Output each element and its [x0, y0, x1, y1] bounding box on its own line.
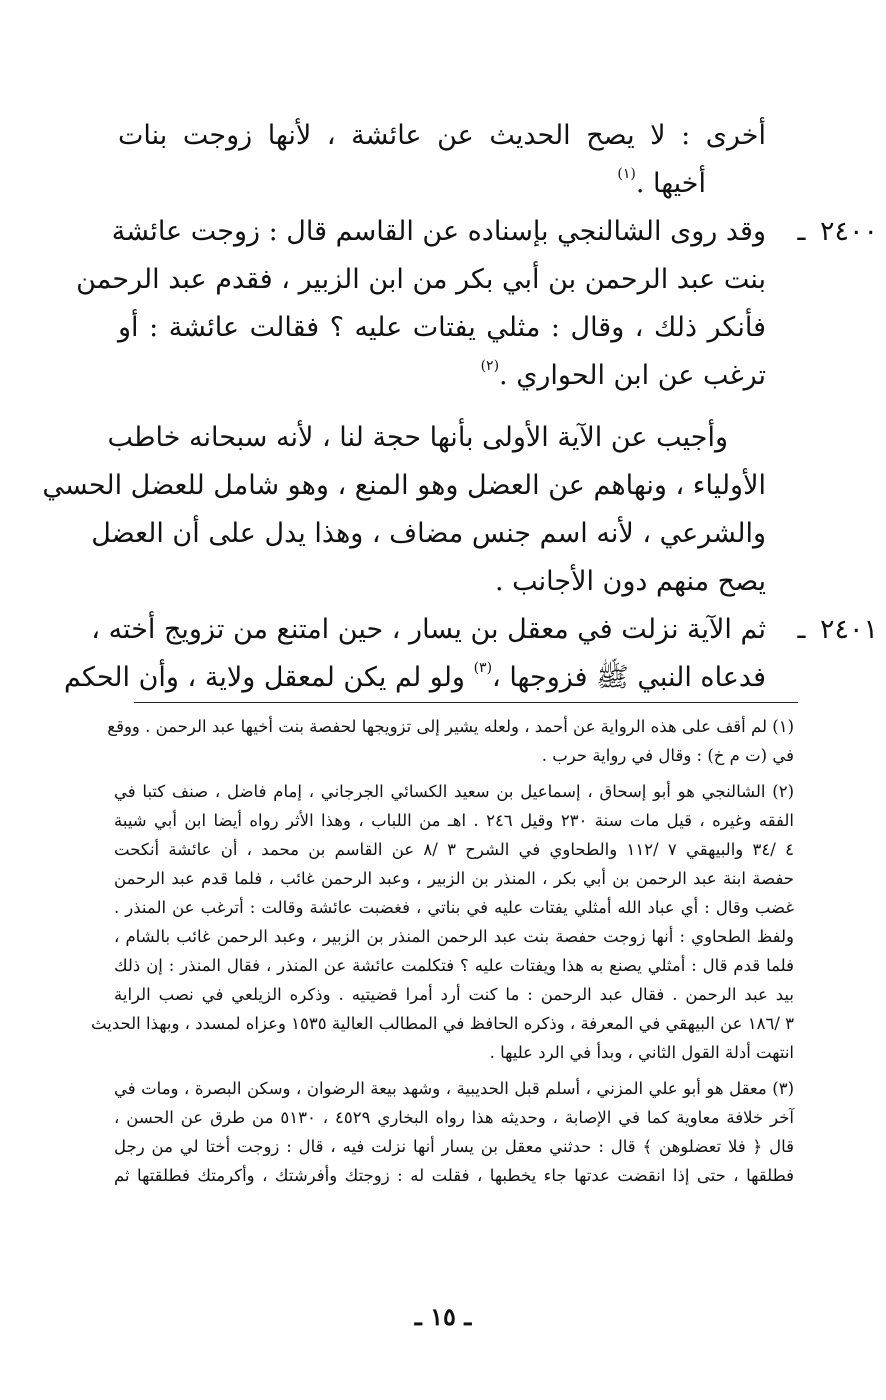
- footnote-ref-3: (٣): [473, 660, 493, 676]
- main-text: [42, 112, 878, 702]
- reply-line-2: الأولياء ، ونهاهم عن العضل وهو المنع ، وهو شامل للعضل الحسي: [42, 470, 766, 501]
- footnote-ref-2: (٢): [480, 358, 500, 374]
- paragraph-number-2400-dash: ـ: [797, 216, 806, 247]
- paragraph-number-2401: [797, 606, 878, 654]
- paragraph-number-2400: [797, 208, 878, 256]
- paragraph-2400-line-2: بنت عبد الرحمن بن أبي بكر من ابن الزبير ، فقدم عبد الرحمن: [76, 264, 766, 295]
- paragraph-2400: [76, 208, 878, 400]
- paragraph-number-2400-digits: ٢٤٠٠: [819, 216, 878, 247]
- footnote-2: [91, 777, 795, 1067]
- paragraph-2401-line-1: ثم الآية نزلت في معقل بن يسار ، حين امتنع من تزويج أخته ،: [91, 614, 766, 645]
- footnotes-section: [91, 712, 795, 1197]
- paragraph-2400-line-3: فأنكر ذلك ، وقال : مثلي يفتات عليه ؟ فقالت عائشة : أو: [118, 312, 766, 343]
- footnote-2-line: انتهت أدلة القول الثاني ، وبدأ في الرد عليها .: [489, 1043, 794, 1062]
- footnote-2-line: الفقه وغيره ، قيل مات سنة ٢٣٠ وقيل ٢٤٦ . اهـ من اللباب ، وهذا الأثر رواه أيضا ابن أبي شيبة: [114, 811, 795, 830]
- paragraph-2400-line-4: [118, 352, 766, 400]
- footnote-3-line: (٣) معقل هو أبو علي المزني ، أسلم قبل الحديبية ، وشهد بيعة الرضوان ، وسكن البصرة ، ومات في: [114, 1079, 794, 1098]
- intro-line-2-text: أخيها .: [635, 168, 706, 199]
- footnote-2-line: فلما قدم قال : أمثلي يصنع به هذا ويفتات عليه ؟ فتكلمت عائشة عن المنذر ، فقال المنذر : إن ذلك: [114, 956, 794, 975]
- paragraph-2400-line-1: وقد روى الشالنجي بإسناده عن القاسم قال : زوجت عائشة: [111, 216, 766, 247]
- footnote-3-line: فطلقها ، حتى إذا انقضت عدتها جاء يخطبها ، فقلت له : زوجتك وأفرشتك ، وأكرمتك فطلقتها ثم: [114, 1166, 794, 1185]
- reply-line-4: يصح منهم دون الأجانب .: [494, 566, 766, 597]
- footnote-2-line: حفصة ابنة عبد الرحمن بن أبي بكر ، المنذر بن الزبير ، وعبد الرحمن غائب ، فلما قدم عبد الرحمن: [114, 869, 794, 888]
- footnote-2-line: ٤ /٣٤ والبيهقي ٧ /١١٢ والطحاوي في الشرح ٣ /٨ عن القاسم بن محمد ، أن عائشة أنكحت: [114, 840, 794, 859]
- footnote-2-line: (٢) الشالنجي هو أبو إسحاق ، إسماعيل بن سعيد الكسائي الجرجاني ، إمام فاضل ، صنف كتبا في: [114, 782, 794, 801]
- footnote-3: [114, 1074, 794, 1190]
- paragraph-2401-line-2b: ولو لم يكن لمعقل ولاية ، وأن الحكم: [63, 662, 465, 693]
- footnote-2-line: غضب وقال : أي عباد الله أمثلي يفتات عليه في بناتي ، فغضبت عائشة وقالت : أترغب عن المنذر .: [114, 898, 794, 917]
- footnote-2-line: ولفظ الطحاوي : أنها زوجت حفصة بنت عبد الرحمن المنذر بن الزبير ، وعبد الرحمن غائب بالشام ،: [114, 927, 794, 946]
- reply-line-1: وأجيب عن الآية الأولى بأنها حجة لنا ، لأنه سبحانه خاطب: [107, 422, 728, 453]
- footnote-ref-1: (١): [617, 166, 636, 182]
- footnote-3-line: قال ﴿ فلا تعضلوهن ﴾ قال : حدثني معقل بن يسار أنها نزلت فيه ، قال : زوجت أختا لي من رجل: [114, 1137, 794, 1156]
- paragraph-number-2401-dash: ـ: [797, 614, 806, 645]
- page-number: ـ ١٥ ـ: [414, 1302, 472, 1331]
- footnote-1: [107, 712, 794, 770]
- paragraph-2401-line-2a: فدعاه النبي ﷺ فزوجها ،: [492, 662, 766, 693]
- footnote-1-line: في (ت م خ) : وقال في رواية حرب .: [541, 746, 794, 765]
- paragraph-gap: [118, 400, 766, 414]
- footnote-3-line: آخر خلافة معاوية كما في الإصابة ، وحديثه هذا رواه البخاري ٤٥٢٩ ، ٥١٣٠ من طرق عن الحسن ،: [114, 1108, 794, 1127]
- reply-paragraph: [42, 414, 766, 606]
- paragraph-2400-line-4-text: ترغب عن ابن الحواري .: [499, 360, 766, 391]
- intro-line-1: أخرى : لا يصح الحديث عن عائشة ، لأنها زوجت بنات: [118, 120, 766, 151]
- footnote-2-line: بيد عبد الرحمن . فقال عبد الرحمن : ما كنت أرد أمرا قضيتيه . وذكره الزيلعي في نصب الراية: [114, 985, 794, 1004]
- footnote-2-line: ٣ /١٨٦ عن البيهقي في المعرفة ، وذكره الحافظ في المطالب العالية ١٥٣٥ وعزاه لمسدد ، وبهذا الحديث: [91, 1014, 794, 1033]
- intro-line-2: [118, 160, 706, 208]
- paragraph-number-2401-digits: ٢٤٠١: [819, 614, 878, 645]
- paragraph-2401: [63, 606, 878, 702]
- paragraph-2401-line-2: [63, 654, 766, 702]
- reply-line-3: والشرعي ، لأنه اسم جنس مضاف ، وهذا يدل على أن العضل: [91, 518, 766, 549]
- footnote-1-line: (١) لم أقف على هذه الرواية عن أحمد ، ولعله يشير إلى تزويجها لحفصة بنت أخيها عبد الرحمن . ووقع: [107, 717, 794, 736]
- footnote-separator: [134, 702, 798, 703]
